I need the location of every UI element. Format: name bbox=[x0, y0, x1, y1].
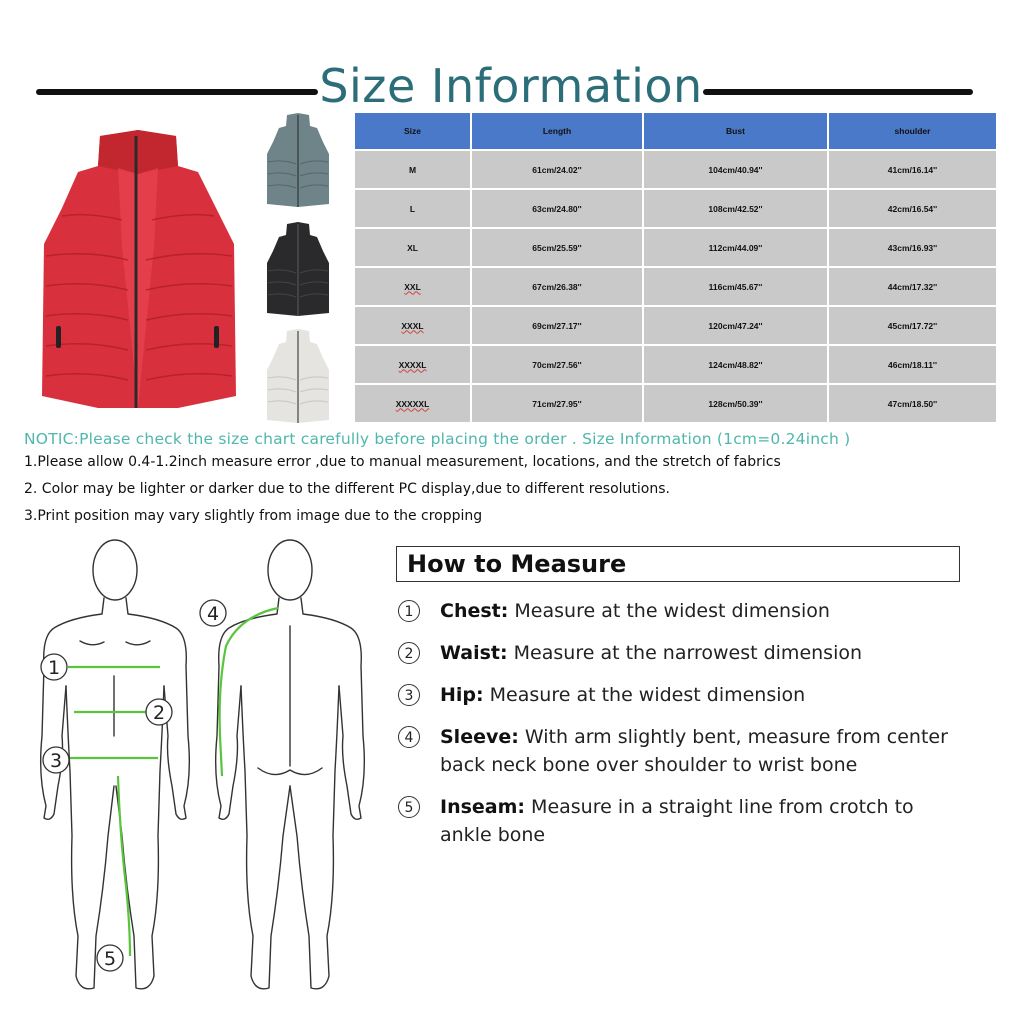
body-measurement-figures bbox=[20, 536, 370, 1006]
table-row bbox=[355, 346, 996, 383]
table-row bbox=[355, 190, 996, 227]
shoulder-cell: 41cm/16.14'' bbox=[829, 151, 996, 188]
shoulder-cell: 47cm/18.50'' bbox=[829, 385, 996, 422]
note-2: 2. Color may be lighter or darker due to the different PC display,due to different resolutions. bbox=[24, 481, 670, 497]
shoulder-cell: 44cm/17.32'' bbox=[829, 268, 996, 305]
header-size: Size bbox=[355, 113, 470, 149]
marker-1: 1 bbox=[47, 657, 61, 679]
measure-description: With arm slightly bent, measure from center back neck bone over shoulder to wrist bone bbox=[440, 726, 948, 776]
bust-cell: 116cm/45.67'' bbox=[644, 268, 827, 305]
size-cell: L bbox=[355, 190, 470, 227]
measure-label: Sleeve: bbox=[440, 726, 519, 748]
shoulder-cell: 46cm/18.11'' bbox=[829, 346, 996, 383]
bust-cell: 124cm/48.82'' bbox=[644, 346, 827, 383]
bust-cell: 128cm/50.39'' bbox=[644, 385, 827, 422]
bust-cell: 120cm/47.24'' bbox=[644, 307, 827, 344]
measure-description: Measure at the widest dimension bbox=[508, 600, 830, 622]
measure-label: Hip: bbox=[440, 684, 484, 706]
length-cell: 61cm/24.02'' bbox=[472, 151, 642, 188]
marker-3: 3 bbox=[49, 750, 63, 772]
red-vest-image bbox=[38, 126, 238, 410]
bust-cell: 108cm/42.52'' bbox=[644, 190, 827, 227]
marker-5: 5 bbox=[103, 948, 117, 970]
shoulder-cell: 43cm/16.93'' bbox=[829, 229, 996, 266]
notice-text: NOTIC:Please check the size chart carefully before placing the order . Size Information (1cm=0.24inch ) bbox=[24, 430, 851, 448]
measure-number: 3 bbox=[398, 684, 420, 706]
title-rule-left bbox=[36, 89, 318, 95]
length-cell: 70cm/27.56'' bbox=[472, 346, 642, 383]
size-cell: XXXL bbox=[355, 307, 470, 344]
page-title: Size Information bbox=[319, 59, 703, 113]
measure-label: Waist: bbox=[440, 642, 508, 664]
note-3: 3.Print position may vary slightly from image due to the cropping bbox=[24, 508, 483, 524]
measure-label: Inseam: bbox=[440, 796, 526, 818]
size-cell: XXXXXL bbox=[355, 385, 470, 422]
length-cell: 71cm/27.95'' bbox=[472, 385, 642, 422]
header-shoulder: shoulder bbox=[829, 113, 996, 149]
size-table-header-row bbox=[355, 113, 996, 149]
how-to-measure-heading-box bbox=[396, 546, 960, 582]
how-to-measure-title: How to Measure bbox=[407, 550, 627, 578]
table-row bbox=[355, 268, 996, 305]
measure-number: 2 bbox=[398, 642, 420, 664]
size-cell: XXL bbox=[355, 268, 470, 305]
table-row bbox=[355, 229, 996, 266]
table-row bbox=[355, 385, 996, 422]
length-cell: 69cm/27.17'' bbox=[472, 307, 642, 344]
measure-number: 5 bbox=[398, 796, 420, 818]
note-1: 1.Please allow 0.4-1.2inch measure error ,due to manual measurement, locations, and the stretch of fabrics bbox=[24, 454, 781, 470]
bust-cell: 112cm/44.09'' bbox=[644, 229, 827, 266]
length-cell: 67cm/26.38'' bbox=[472, 268, 642, 305]
header-length: Length bbox=[472, 113, 642, 149]
marker-4: 4 bbox=[206, 603, 220, 625]
measure-label: Chest: bbox=[440, 600, 509, 622]
length-cell: 65cm/25.59'' bbox=[472, 229, 642, 266]
size-cell: M bbox=[355, 151, 470, 188]
black-vest-thumbnail bbox=[265, 221, 331, 317]
shoulder-cell: 42cm/16.54'' bbox=[829, 190, 996, 227]
measure-description: Measure at the widest dimension bbox=[483, 684, 806, 706]
table-row bbox=[355, 151, 996, 188]
measure-description: Measure at the narrowest dimension bbox=[507, 642, 863, 664]
table-row bbox=[355, 307, 996, 344]
white-vest-thumbnail bbox=[265, 328, 331, 424]
measure-number: 1 bbox=[398, 600, 420, 622]
size-table bbox=[353, 111, 998, 424]
header-bust: Bust bbox=[644, 113, 827, 149]
shoulder-cell: 45cm/17.72'' bbox=[829, 307, 996, 344]
measure-description: Measure in a straight line from crotch to ankle bone bbox=[440, 796, 914, 846]
length-cell: 63cm/24.80'' bbox=[472, 190, 642, 227]
size-cell: XL bbox=[355, 229, 470, 266]
gray-vest-thumbnail bbox=[265, 112, 331, 208]
bust-cell: 104cm/40.94'' bbox=[644, 151, 827, 188]
title-rule-right bbox=[703, 89, 973, 95]
size-cell: XXXXL bbox=[355, 346, 470, 383]
marker-2: 2 bbox=[152, 702, 166, 724]
measure-number: 4 bbox=[398, 726, 420, 748]
